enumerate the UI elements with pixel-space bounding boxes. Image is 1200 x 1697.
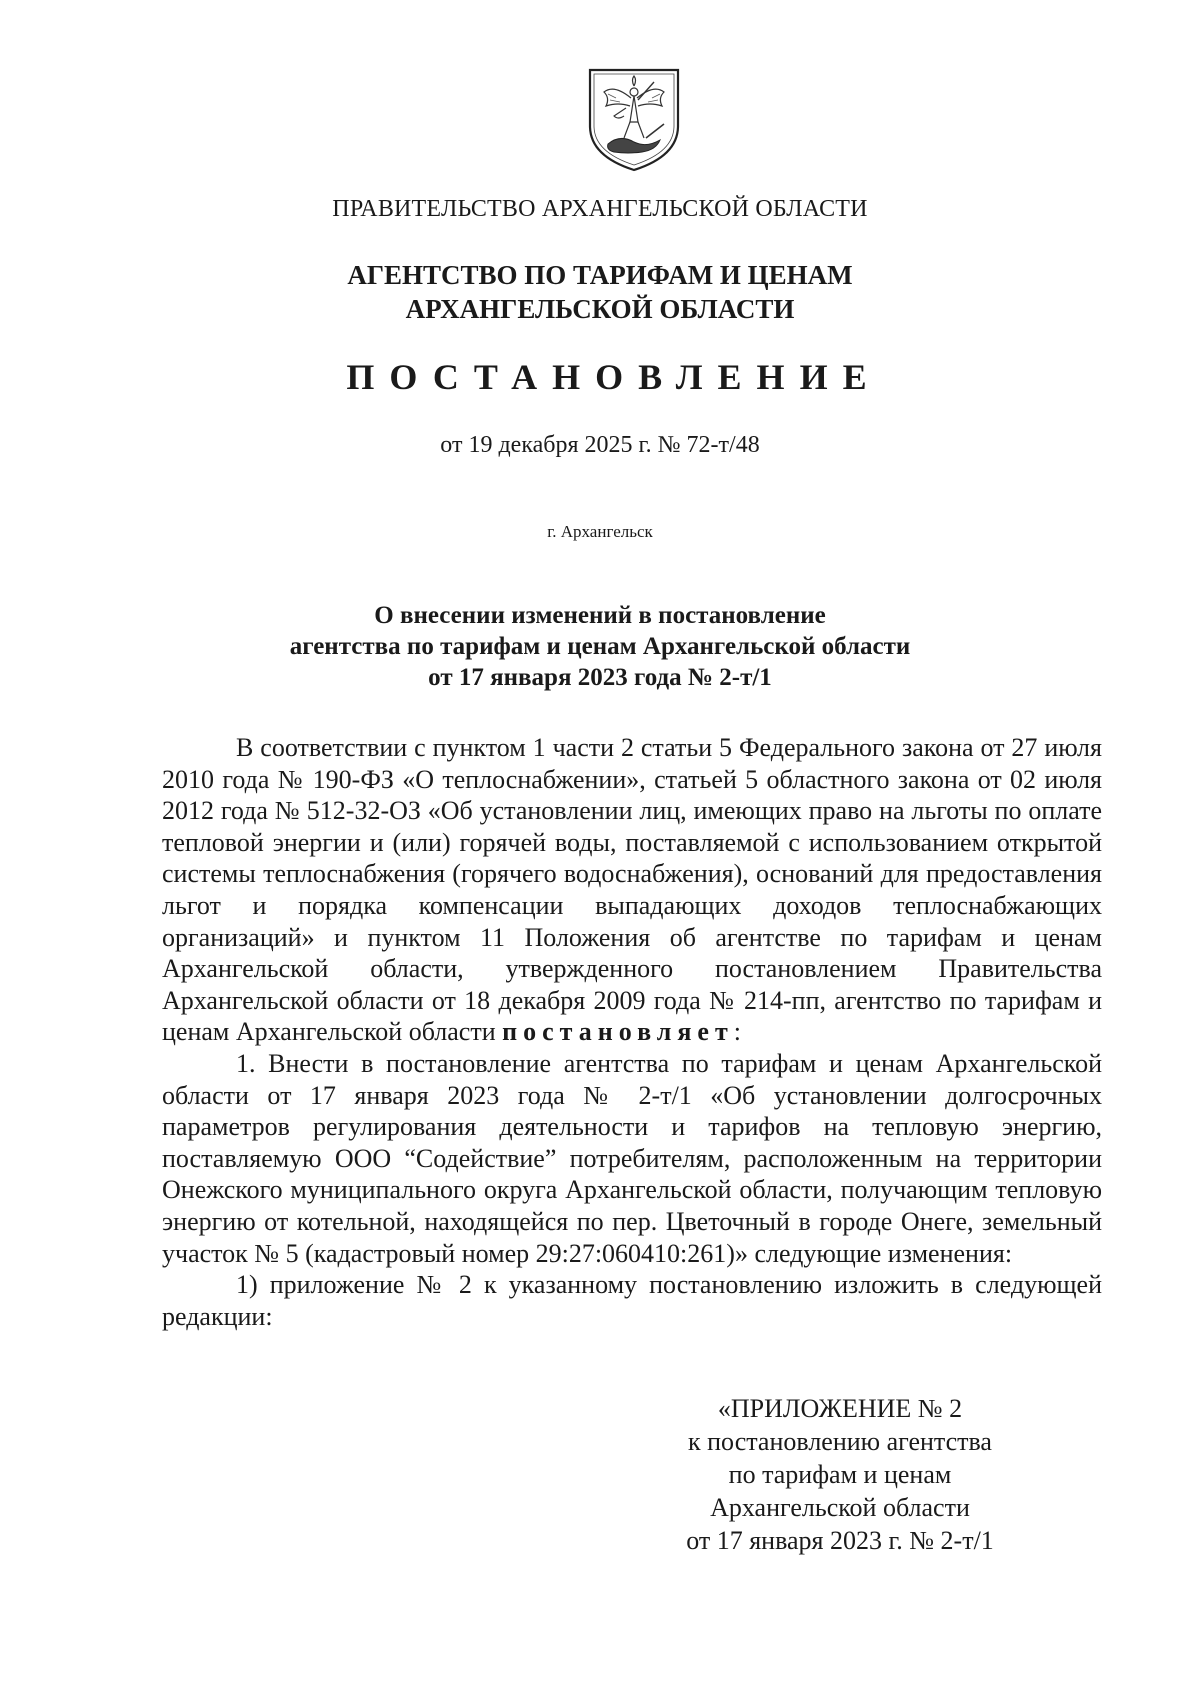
appendix-line2: к постановлению агентства — [688, 1427, 992, 1456]
coat-of-arms-icon — [584, 64, 684, 174]
item-1-paragraph: 1. Внести в постановление агентства по тарифам и ценам Архангельской области от 17 января 2023 года № 2-т/1 «Об установлении долгосрочных параметров регулирования деятельности и тарифов на тепловую энергию, поставляемую ООО “Содействие” потребителям, расположенным на территории Онежского муниципального округа Архангельской области, получающим тепловую энергию от котельной, находящейся по пер. Цветочный в городе Онеге, земельный участок № 5 (кадастровый номер 29:27:060410:261)» следующие изменения: — [162, 1048, 1102, 1268]
agency-title-line2: АРХАНГЕЛЬСКОЙ ОБЛАСТИ — [405, 294, 795, 324]
item-1-1-paragraph: 1) приложение № 2 к указанному постановлению изложить в следующей редакции: — [162, 1270, 1102, 1331]
subject-line3: от 17 января 2023 года № 2-т/1 — [428, 664, 772, 691]
document-subject — [0, 600, 1200, 693]
resolves-word: постановляет — [502, 1017, 734, 1047]
document-city: г. Архангельск — [547, 522, 653, 541]
appendix-line1: «ПРИЛОЖЕНИЕ № 2 — [717, 1394, 963, 1423]
subject-line2: агентства по тарифам и ценам Архангельской области — [289, 633, 911, 660]
preamble-paragraph — [162, 732, 1102, 1048]
document-date-number: от 19 декабря 2025 г. № 72-т/48 — [440, 432, 760, 458]
agency-title — [0, 258, 1200, 326]
subject-line1: О внесении изменений в постановление — [374, 602, 826, 629]
appendix-line3: по тарифам и ценам — [728, 1460, 952, 1489]
appendix-line4: Архангельской области — [710, 1493, 970, 1522]
preamble-text: В соответствии с пунктом 1 части 2 статьи 5 Федерального закона от 27 июля 2010 года № 190-ФЗ «О теплоснабжении», статьей 5 областного закона от 02 июля 2012 года № 512-32-ОЗ «Об установлении лиц, имеющих право на льготы по оплате тепловой энергии и (или) горячей воды, поставляемой с использованием открытой системы теплоснабжения (горячего водоснабжения), оснований для предоставления льгот и порядка компенсации выпадающих доходов теплоснабжающих организаций» и пунктом 11 Положения об агентстве по тарифам и ценам Архангельской области, утвержденного постановлением Правительства Архангельской области от 18 декабря 2009 года № 214-пп, агентство по тарифам и ценам Архангельской области — [162, 733, 1102, 1047]
government-title: ПРАВИТЕЛЬСТВО АРХАНГЕЛЬСКОЙ ОБЛАСТИ — [332, 196, 868, 222]
resolves-colon: : — [733, 1017, 741, 1047]
document-type: ПОСТАНОВЛЕНИЕ — [346, 357, 882, 397]
appendix-header — [660, 1392, 1020, 1557]
document-body — [162, 732, 1102, 1332]
appendix-line5: от 17 января 2023 г. № 2-т/1 — [686, 1526, 994, 1555]
agency-title-line1: АГЕНТСТВО ПО ТАРИФАМ И ЦЕНАМ — [347, 260, 853, 290]
